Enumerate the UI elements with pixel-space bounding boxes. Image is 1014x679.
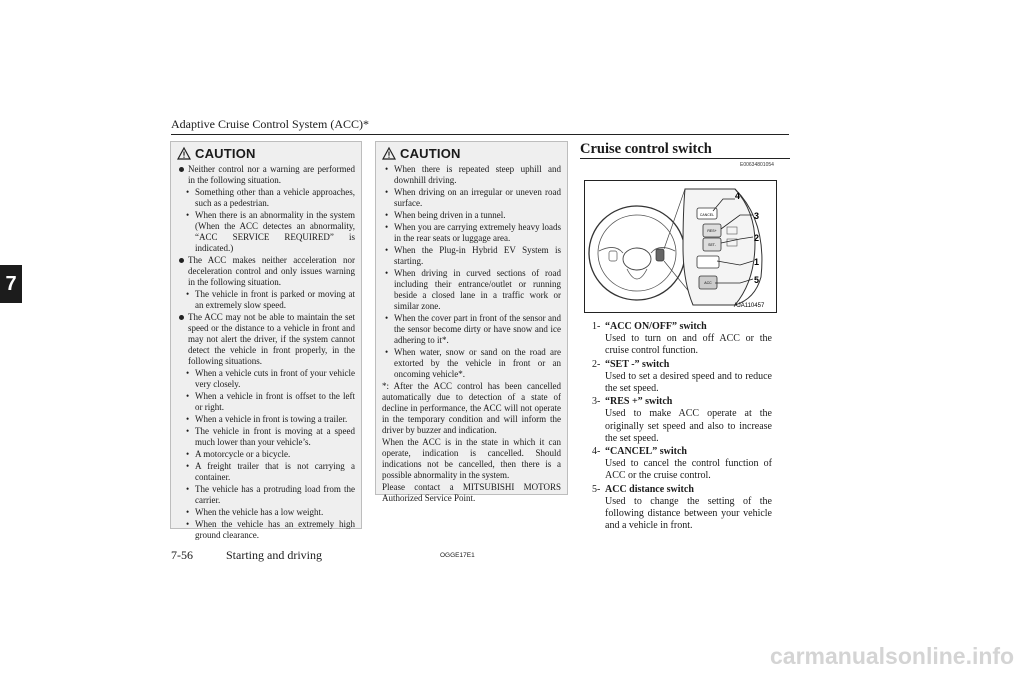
running-header: Adaptive Cruise Control System (ACC)* [171,117,369,131]
footer-section: Starting and driving [226,548,322,562]
caution-note: *: After the ACC control has been cancelled automatically due to detection of a state of decline in performance, the ACC will not operate in the temporary condition and will inform the driver by buzzer and indication. [382,381,561,435]
caution-label: CAUTION [400,146,461,161]
cancel-switch-label: CANCEL [699,213,715,217]
callout-3: 3 [754,211,760,221]
caution-1-text [177,164,355,541]
caution-subitem: • When you are carrying extremely heavy loads in the rear seats or luggage area. [382,222,561,244]
caution-item: The ACC makes neither acceleration nor deceleration control and only issues warning in the following situation. [177,255,355,288]
chapter-tab: 7 [0,265,22,303]
item-title: “SET -” switch [605,358,670,370]
item-number: 1- [592,321,601,332]
warning-triangle-icon [177,147,191,160]
section-rule [580,158,790,159]
item-description: Used to cancel the control function of ACC or the cruise control. [605,458,772,482]
caution-subitem: • When there is an abnormality in the system (When the ACC detectes an abnormality, “ACC SERVICE REQUIRED” is indicated.) [177,210,355,254]
caution-item: The ACC may not be able to maintain the set speed or the distance to a vehicle in front and may not alert the driver, if the system cannot detect the vehicle in front properly, in the following situations. [177,312,355,367]
caution-subitem: • When the vehicle has a low weight. [177,507,355,518]
caution-box-1 [170,141,362,540]
warning-triangle-icon [382,147,396,160]
list-item [592,321,772,358]
caution-subitem: • When the cover part in front of the sensor and the sensor become dirty or have snow and ice adhering to it*. [382,313,561,346]
item-description: Used to make ACC operate at the originally set speed and also to increase the set speed. [605,408,772,444]
item-description: Used to set a desired speed and to reduce the set speed. [605,370,772,395]
caution-subitem: • When driving on an irregular or uneven road surface. [382,187,561,209]
caution-heading [177,146,355,161]
acc-switch-label: ACC [704,281,712,285]
callout-4: 4 [735,191,741,201]
callout-1: 1 [754,257,760,267]
caution-note: Please contact a MITSUBISHI MOTORS Authorized Service Point. [382,482,561,503]
caution-subitem: • A motorcycle or a bicycle. [177,449,355,460]
item-description: Used to turn on and off ACC or the cruise control function. [605,333,772,357]
steering-wheel-figure [584,180,777,313]
item-number: 5- [592,483,601,495]
callout-2: 2 [754,233,760,243]
item-title: “RES +” switch [605,396,673,408]
list-item [592,359,772,396]
caution-2-text [382,164,561,504]
caution-subitem: • Something other than a vehicle approaches, such as a pedestrian. [177,187,355,209]
caution-subitem: • When driving in curved sections of road including their entrance/outlet or running beside a closed lane in a traffic work or similar zone. [382,268,561,312]
list-item [592,396,772,445]
caution-subitem: • The vehicle in front is parked or moving at an extremely slow speed. [177,289,355,311]
caution-subitem: • When a vehicle in front is offset to the left or right. [177,391,355,413]
caution-subitem: • When a vehicle cuts in front of your vehicle very closely. [177,368,355,390]
item-number: 4- [592,446,601,458]
caution-note: When the ACC is in the state in which it can operate, indication is cancelled. Should indications not be cancelled, then there is a possible abnormality in the system. [382,437,561,480]
caution-label: CAUTION [195,146,256,161]
header-rule [171,134,789,135]
list-item [592,484,772,533]
set-switch-label: SET- [708,243,716,247]
caution-subitem: • When being driven in a tunnel. [382,210,561,221]
caution-subitem: • A freight trailer that is not carrying a container. [177,461,355,483]
footer-code: OGGE17E1 [440,552,475,559]
caution-box-2 [375,141,568,503]
switch-item-list [592,321,772,533]
caution-heading [382,146,561,161]
section-code: E00634801054 [740,162,774,168]
caution-subitem: • When water, snow or sand on the road are extorted by the vehicle in front or an oncoming vehicle*. [382,347,561,380]
caution-item: Neither control nor a warning are performed in the following situation. [177,164,355,186]
item-title: ACC distance switch [605,483,694,495]
item-number: 2- [592,358,601,370]
item-number: 3- [592,396,601,408]
caution-subitem: • When the Plug-in Hybrid EV System is starting. [382,245,561,267]
caution-subitem: • When a vehicle in front is towing a trailer. [177,414,355,425]
caution-subitem: • When the vehicle has an extremely high ground clearance. [177,519,355,541]
list-item [592,446,772,483]
item-title: “ACC ON/OFF” switch [605,321,707,332]
caution-subitem: • The vehicle has a protruding load from the carrier. [177,484,355,506]
res-switch-label: RES+ [707,229,717,233]
figure-id-label: AJA110457 [733,303,765,309]
item-description: Used to change the setting of the following distance between your vehicle and a vehicle in front. [605,495,772,532]
item-title: “CANCEL” switch [605,446,687,458]
steering-wheel-illustration [585,181,776,312]
callout-5: 5 [754,275,760,285]
watermark: carmanualsonline.info [770,643,1014,669]
section-title: Cruise control switch [580,141,712,157]
caution-subitem: • When there is repeated steep uphill and downhill driving. [382,164,561,186]
page-number: 7-56 [171,548,193,562]
caution-subitem: • The vehicle in front is moving at a speed much lower than your vehicle’s. [177,426,355,448]
